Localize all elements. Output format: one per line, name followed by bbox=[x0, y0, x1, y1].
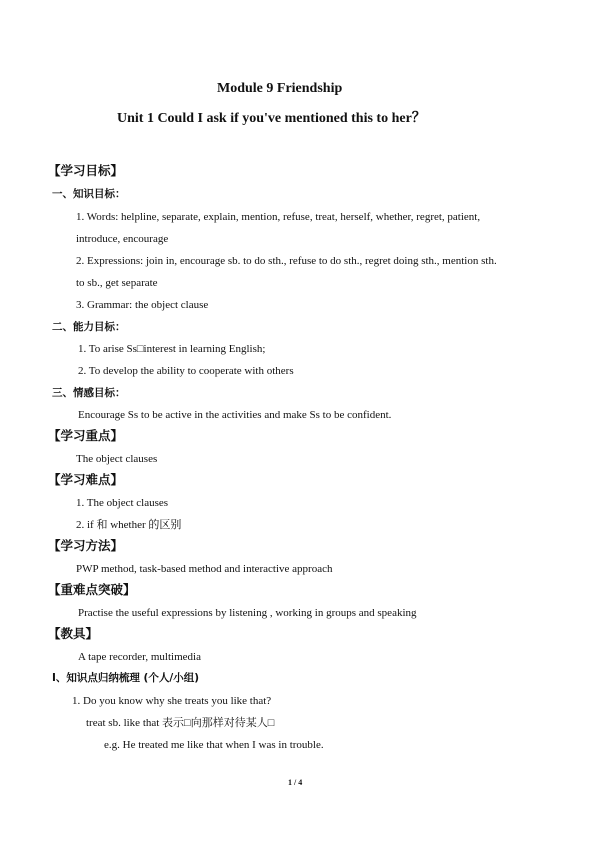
knowledge-item: 2. Expressions: join in, encourage sb. to do sth., refuse to do sth., regret doing sth., mention sth. bbox=[76, 255, 497, 267]
knowledge-label: 一、知识目标： bbox=[52, 188, 126, 200]
module-title: Module 9 Friendship bbox=[217, 81, 343, 96]
tools-heading: 【教具】 bbox=[48, 626, 99, 641]
key-points-heading: 【学习重点】 bbox=[48, 428, 124, 443]
treat-note: treat sb. like that 表示□向那样对待某人□ bbox=[86, 717, 275, 729]
section-one-heading: Ⅰ、知识点归纳梳理 (个人/小组) bbox=[52, 672, 199, 684]
difficult-points-heading: 【学习难点】 bbox=[48, 472, 124, 487]
example-sentence: e.g. He treated me like that when I was in trouble. bbox=[104, 739, 324, 751]
tools-text: A tape recorder, multimedia bbox=[78, 651, 201, 663]
methods-heading: 【学习方法】 bbox=[48, 538, 124, 553]
difficult-point-item: 2. if 和 whether 的区别 bbox=[76, 519, 182, 531]
key-points-text: The object clauses bbox=[76, 453, 158, 465]
emotion-label: 三、情感目标： bbox=[52, 387, 126, 399]
page-number: 1 / 4 bbox=[288, 778, 303, 787]
unit-title: Unit 1 Could I ask if you've mentioned this to her？ bbox=[117, 111, 426, 126]
breakthrough-heading: 【重难点突破】 bbox=[48, 582, 136, 597]
emotion-item: Encourage Ss to be active in the activities and make Ss to be confident. bbox=[78, 409, 392, 421]
difficult-point-item: 1. The object clauses bbox=[76, 497, 169, 509]
ability-item: 2. To develop the ability to cooperate with others bbox=[78, 365, 294, 377]
knowledge-item: 3. Grammar: the object clause bbox=[76, 299, 209, 311]
breakthrough-text: Practise the useful expressions by listening , working in groups and speaking bbox=[78, 607, 417, 619]
question-one: 1. Do you know why she treats you like that? bbox=[72, 695, 272, 707]
knowledge-item: to sb., get separate bbox=[76, 277, 158, 289]
objectives-heading: 【学习目标】 bbox=[48, 163, 124, 178]
knowledge-item: 1. Words: helpline, separate, explain, mention, refuse, treat, herself, whether, regret, patient, bbox=[76, 211, 481, 223]
ability-label: 二、能力目标： bbox=[52, 321, 126, 333]
methods-text: PWP method, task-based method and interactive approach bbox=[76, 563, 333, 575]
ability-item: 1. To arise Ss□interest in learning English; bbox=[78, 343, 266, 355]
knowledge-item: introduce, encourage bbox=[76, 233, 169, 245]
